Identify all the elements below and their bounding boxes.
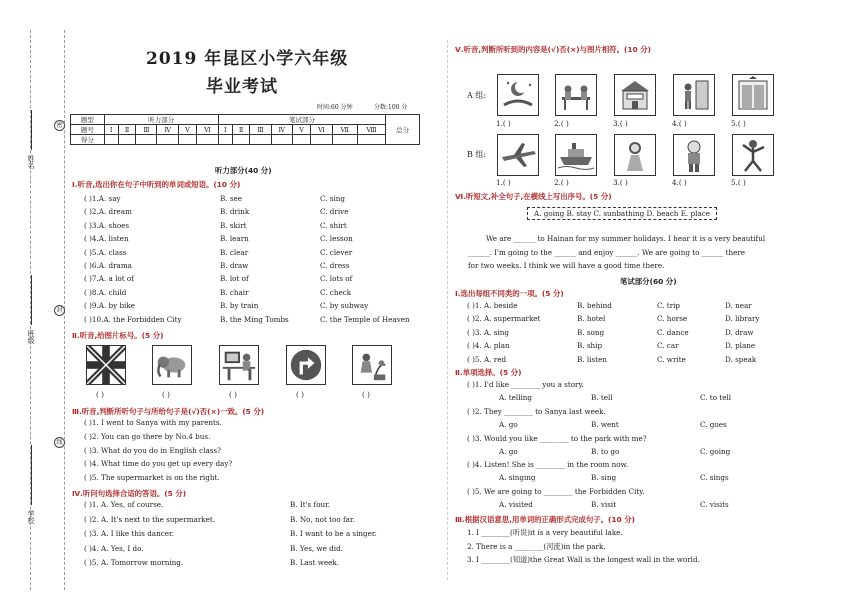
option-item[interactable]: ( )6.A. drama [84, 261, 132, 270]
question-item: ( )2. They ________ to Sanya last week. [467, 406, 606, 416]
score-table-cell: Ⅰ [218, 125, 232, 135]
option-item[interactable]: C. car [657, 341, 679, 351]
option-item[interactable]: B. draw [220, 261, 249, 270]
score-table-cell: 笔试部分 [218, 115, 386, 125]
judgement-item[interactable]: ( )2. You can go there by No.4 bus. [84, 431, 211, 441]
option-item[interactable]: B. lot of [220, 274, 249, 284]
section-title: Ⅰ.听音,选出你在句子中听到的单词或短语。(10 分) [72, 180, 241, 189]
score-cell[interactable] [157, 135, 178, 145]
section-title: Ⅰ.选出每组不同类的一项。(5 分) [455, 289, 564, 298]
fill-in-item[interactable]: 1. I ________(听说)it is a very beautiful lake. [467, 528, 623, 537]
judgement-item[interactable]: ( )5. The supermarket is on the right. [84, 473, 220, 483]
seal-circle: 密 [54, 120, 65, 131]
score-table-cell: Ⅱ [118, 125, 136, 135]
score-table-cell: Ⅶ [332, 125, 357, 135]
answer-bracket[interactable]: 3.( ) [613, 119, 628, 128]
option-item[interactable]: B. see [220, 194, 243, 203]
passage-line: ______. I'm going to the ______ and enjoy ______. We are going to ______ there [468, 248, 746, 257]
option-item[interactable]: B. hotel [577, 314, 606, 324]
score-table-cell: Ⅳ [271, 125, 292, 135]
option-item[interactable]: B. song [577, 327, 605, 337]
judgement-item[interactable]: ( )4. What time do you get up every day? [84, 459, 233, 469]
turn-right-sign-icon [286, 345, 326, 385]
option-item[interactable]: ( )8.A. child [84, 287, 127, 297]
option-item[interactable]: B. learn [220, 234, 249, 244]
computer-boy-icon [219, 345, 259, 385]
option-item[interactable]: C. dance [657, 327, 689, 337]
option-item[interactable]: A. go [499, 419, 518, 429]
question-item: ( )3. Would you like ________ to the park with me? [467, 433, 647, 443]
option-item[interactable]: C. dress [320, 261, 350, 270]
answer-bracket[interactable]: 2.( ) [554, 119, 569, 128]
passage-line: for two weeks. I think we will have a good time there. [468, 261, 665, 270]
airplane-icon [497, 134, 539, 176]
page-title: 2019 年昆区小学六年级 [146, 49, 349, 69]
score-cell[interactable] [178, 135, 196, 145]
score-table-cell: Ⅳ [157, 125, 178, 135]
class-field[interactable] [31, 275, 32, 325]
school-label: 学校 [27, 510, 35, 524]
option-item[interactable]: ( )4. A. plan [467, 341, 510, 351]
option-item[interactable]: C. lesson [320, 234, 353, 244]
score-table-cell: Ⅵ [311, 125, 333, 135]
option-item[interactable]: C. horse [657, 314, 688, 324]
option-item[interactable]: B. skirt [220, 220, 247, 230]
score-cell[interactable] [104, 135, 118, 145]
fill-in-item[interactable]: 3. I ________(知道)the Great Wall is the longest wall in the world. [467, 555, 700, 565]
option-item[interactable]: B. tell [591, 393, 613, 402]
question-item: ( )5. We are going to ________ the Forbidden City. [467, 487, 645, 497]
score-table-cell: Ⅴ [293, 125, 311, 135]
score-cell[interactable] [197, 135, 219, 145]
moon-sleep-icon [497, 74, 539, 116]
score-cell[interactable] [118, 135, 136, 145]
option-item[interactable]: D. library [725, 314, 760, 324]
option-item[interactable]: ( )2.A. dream [84, 207, 132, 217]
option-item[interactable]: C. goes [700, 419, 727, 429]
question-item: ( )4. Listen! She is ________ in the room now. [467, 460, 629, 470]
option-item[interactable]: B. the Ming Tombs [220, 314, 289, 324]
class-label: 班级 [27, 330, 35, 344]
name-field[interactable] [31, 110, 32, 150]
page-subtitle: 毕业考试 [206, 77, 278, 97]
section-title: Ⅲ.根据汉语意思,用单词的正确形式完成句子。(10 分) [455, 515, 636, 524]
option-item[interactable]: B. clear [220, 247, 249, 257]
option-item[interactable]: B. listen [577, 354, 607, 364]
answer-bracket[interactable]: 2.( ) [554, 178, 569, 187]
listening-header: 听力部分(40 分) [215, 166, 272, 175]
score-table [70, 114, 420, 145]
option-item[interactable]: ( )3.A. shoes [84, 220, 130, 230]
option-item[interactable]: C. visits [700, 500, 729, 510]
option-item[interactable]: ( )3. A. sing [467, 327, 510, 337]
answer-bracket[interactable]: 4.( ) [672, 119, 687, 128]
score-table-cell: 得分 [71, 135, 105, 145]
option-item[interactable]: C. write [657, 354, 686, 364]
answer-bracket[interactable]: ( ) [362, 390, 370, 399]
ship-icon [555, 134, 597, 176]
option-item[interactable]: D. plane [725, 341, 756, 351]
option-item[interactable]: A. telling [499, 393, 533, 402]
writing-header: 笔试部分(60 分) [620, 277, 677, 286]
boy-icon [673, 134, 715, 176]
person-door-icon [673, 74, 715, 116]
section-title: Ⅲ.听音,判断所听句子与所给句子是(√)否(×)一致。(5 分) [72, 407, 265, 416]
score-cell[interactable] [218, 135, 232, 145]
option-item[interactable]: ( )4. A. Yes, I do. [84, 543, 144, 553]
option-item[interactable]: B. chair [220, 287, 249, 297]
section-title: Ⅱ.单项选择。(5 分) [455, 368, 522, 377]
elevator-icon [732, 74, 774, 116]
option-item[interactable]: D. near [725, 301, 752, 310]
answer-bracket[interactable]: 1.( ) [496, 119, 511, 128]
option-item[interactable]: B. sing [591, 473, 617, 483]
option-item[interactable]: ( )9.A. by bike [84, 301, 135, 311]
score-table-cell: 题号 [71, 125, 105, 135]
passage-line: We are ______ to Hainan for my summer holidays. I hear it is a very beautiful [486, 234, 766, 243]
option-item[interactable]: ( )3. A. I like this dancer. [84, 529, 174, 538]
option-item[interactable]: A. visited [499, 500, 533, 510]
option-item[interactable]: C. sing [320, 194, 346, 203]
name-label: 姓名 [27, 155, 35, 169]
family-table-icon [555, 74, 597, 116]
answer-bracket[interactable]: 5.( ) [731, 178, 746, 187]
score-cell[interactable] [293, 135, 311, 145]
score-cell[interactable] [311, 135, 333, 145]
question-item: ( )1. I'd like ________ you a story. [467, 380, 584, 389]
time-label: 时间:60 分钟 [317, 104, 353, 111]
option-item[interactable]: C. clever [320, 247, 353, 257]
option-item[interactable]: B. I want to be a singer. [290, 529, 377, 538]
option-item[interactable]: ( )5. A. red [467, 354, 507, 364]
score-table-cell: 总分 [386, 115, 420, 145]
score-cell[interactable] [271, 135, 292, 145]
option-item[interactable]: ( )10.A. the Forbidden City [84, 314, 182, 324]
score-table-cell: Ⅰ [104, 125, 118, 135]
option-item[interactable]: C. to tell [700, 393, 732, 402]
judgement-item[interactable]: ( )1. I went to Sanya with my parents. [84, 418, 222, 427]
gardening-icon [352, 345, 392, 385]
column-divider [447, 40, 448, 580]
judgement-item[interactable]: ( )3. What do you do in English class? [84, 445, 221, 455]
score-table-cell: Ⅱ [232, 125, 250, 135]
option-item[interactable]: B. went [591, 419, 619, 429]
option-item[interactable]: D. draw [725, 327, 754, 337]
score-cell[interactable] [232, 135, 250, 145]
section-title: Ⅳ.听问句选择合适的答语。(5 分) [72, 489, 187, 498]
answer-bracket[interactable]: 5.( ) [731, 119, 746, 128]
option-item[interactable]: C. shirt [320, 220, 347, 230]
option-item[interactable]: ( )2. A. supermarket [467, 314, 541, 324]
score-cell[interactable] [332, 135, 357, 145]
option-item[interactable]: ( )7.A. a lot of [84, 274, 134, 284]
option-item[interactable]: C. sings [700, 473, 729, 483]
word-bank: A. going B. stay C. sunbathing D. beach E. place [527, 207, 717, 220]
option-item[interactable]: C. trip [657, 301, 681, 310]
score-table-cell: Ⅴ [178, 125, 196, 135]
seal-circle: 线 [54, 437, 65, 448]
option-item[interactable]: B. behind [577, 301, 612, 310]
option-item[interactable]: C. by subway [320, 301, 369, 311]
option-item[interactable]: C. the Temple of Heaven [320, 314, 410, 324]
option-item[interactable]: B. No, not too far. [290, 514, 355, 524]
score-table-cell: Ⅵ [197, 125, 219, 135]
option-item[interactable]: C. drive [320, 207, 349, 217]
shop-building-icon [614, 74, 656, 116]
group-label: B 组: [467, 150, 487, 159]
elephant-icon [152, 345, 192, 385]
answer-bracket[interactable]: ( ) [296, 390, 304, 399]
option-item[interactable]: C. going [700, 446, 731, 456]
option-item[interactable]: C. check [320, 287, 352, 297]
uk-flag-icon [86, 345, 126, 385]
option-item[interactable]: D. speak [725, 354, 757, 364]
section-title: Ⅵ.听短文,补全句子,在横线上写出序号。(5 分) [455, 192, 612, 201]
school-field[interactable] [31, 445, 32, 505]
option-item[interactable]: C. lots of [320, 274, 353, 284]
section-title: Ⅱ.听音,给图片标号。(5 分) [72, 331, 164, 340]
score-label: 分数:100 分 [374, 104, 408, 111]
girl-icon [614, 134, 656, 176]
option-item[interactable]: B. drink [220, 207, 250, 217]
option-item[interactable]: ( )5. A. Tomorrow morning. [84, 558, 184, 567]
option-item[interactable]: ( )1.A. say [84, 194, 121, 203]
score-table-cell: Ⅷ [357, 125, 386, 135]
answer-bracket[interactable]: ( ) [162, 390, 170, 399]
answer-bracket[interactable]: 4.( ) [672, 178, 687, 187]
option-item[interactable]: B. visit [591, 500, 617, 510]
option-item[interactable]: ( )1. A. Yes, of course. [84, 500, 164, 509]
option-item[interactable]: B. to go [591, 446, 620, 456]
option-item[interactable]: B. ship [577, 341, 603, 351]
option-item[interactable]: A. go [499, 446, 518, 456]
option-item[interactable]: B. Yes, we did. [290, 543, 343, 553]
option-item[interactable]: ( )5.A. class [84, 247, 127, 257]
score-cell[interactable] [357, 135, 386, 145]
option-item[interactable]: ( )1. A. beside [467, 301, 518, 310]
option-item[interactable]: ( )2. A. It's next to the supermarket. [84, 514, 216, 524]
score-table-cell: 题型 [71, 115, 105, 125]
fill-in-item[interactable]: 2. There is a ________(河流)in the park. [467, 541, 606, 551]
group-label: A 组: [467, 91, 487, 100]
answer-bracket[interactable]: 1.( ) [496, 178, 511, 187]
score-table-cell: Ⅲ [250, 125, 271, 135]
answer-bracket[interactable]: 3.( ) [613, 178, 628, 187]
score-cell[interactable] [250, 135, 271, 145]
option-item[interactable]: B. It's four. [290, 500, 331, 509]
option-item[interactable]: A. singing [499, 473, 536, 483]
score-table-cell: 听力部分 [104, 115, 218, 125]
seal-circle: 封 [54, 305, 65, 316]
option-item[interactable]: B. Last week. [290, 558, 340, 567]
dancer-icon [732, 134, 774, 176]
answer-bracket[interactable]: ( ) [229, 390, 237, 399]
option-item[interactable]: B. by train [220, 301, 259, 311]
option-item[interactable]: ( )4.A. listen [84, 234, 129, 244]
score-cell[interactable] [136, 135, 157, 145]
answer-bracket[interactable]: ( ) [96, 390, 104, 399]
section-title: Ⅴ.听音,判断所听到的内容是(√)否(×)与图片相符。(10 分) [455, 45, 652, 54]
score-table-cell: Ⅲ [136, 125, 157, 135]
